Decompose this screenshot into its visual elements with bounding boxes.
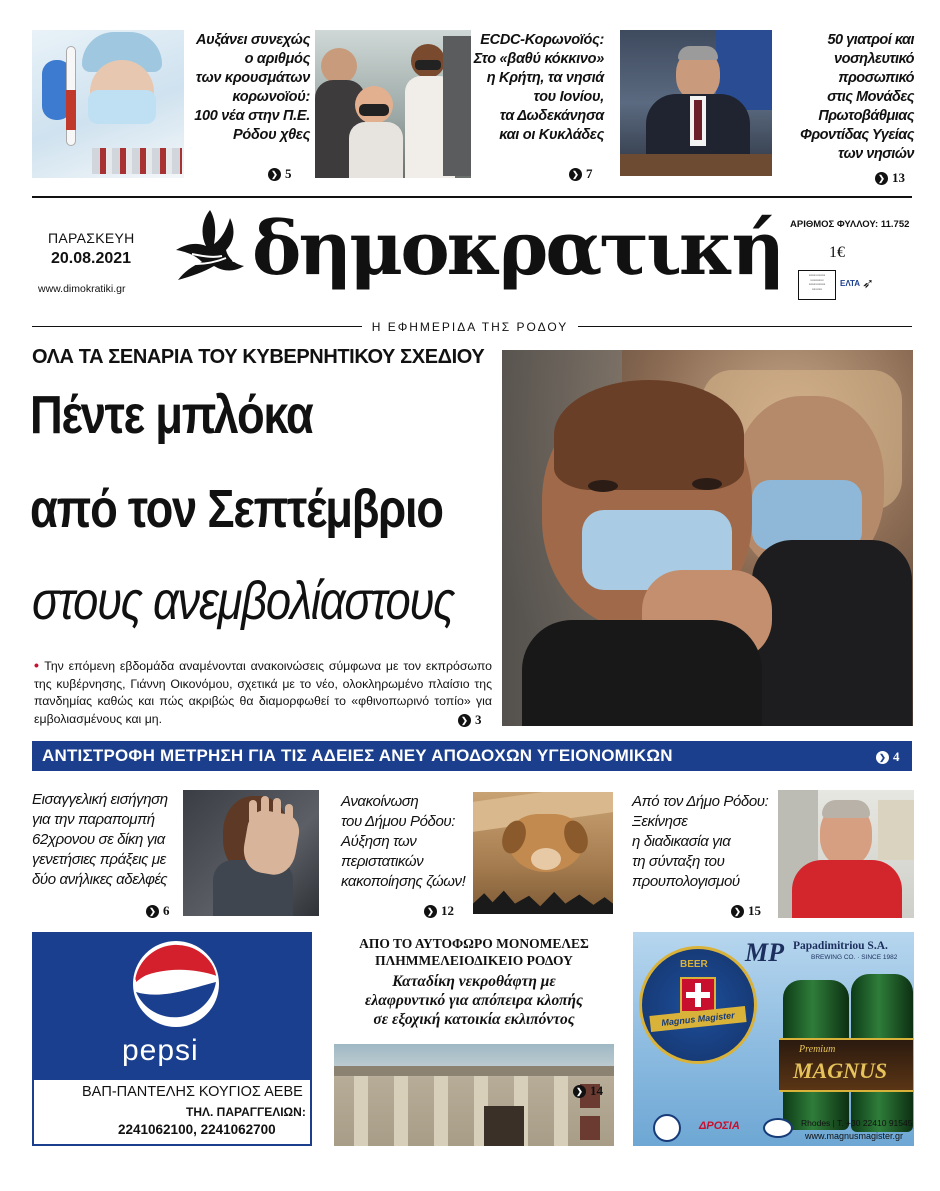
beer-company-sub: BREWING CO. · SINCE 1982 — [811, 954, 898, 961]
main-lead: Την επόμενη εβδομάδα αναμένονται ανακοινώσεις σύμφωνα με τον εκπρόσωπο της κυβέρνησης, Γιάννη Οικονόμου, σχετικά με το νέο, ολοκληρωμένο πλαίσιο της πανδημίας καθώς και πώς ακριβώς θα διαμορφωθεί το «φθινοπωρινό τοπίο» για εμβολιασμένους και μη. — [34, 659, 492, 726]
masthead-date: 20.08.2021 — [51, 250, 132, 267]
arrow-icon: ❯ — [146, 905, 159, 918]
page-number: 15 — [748, 903, 761, 918]
page-number: 6 — [163, 903, 170, 918]
page-reference — [731, 903, 761, 919]
arrow-icon: ❯ — [458, 714, 471, 727]
page-number: 4 — [893, 749, 900, 764]
page-number: 5 — [285, 166, 292, 181]
elta-logo — [840, 275, 874, 292]
page-number: 13 — [892, 170, 905, 185]
pepsi-phones: 2241062100, 2241062700 — [118, 1122, 276, 1137]
badge-top-text: BEER — [680, 959, 708, 970]
page-reference — [268, 166, 292, 182]
mid-photo-mayor — [778, 790, 914, 918]
main-lead-paragraph — [34, 657, 492, 728]
dove-logo-icon — [172, 206, 250, 288]
pepsi-wordmark: pepsi — [122, 1034, 199, 1067]
beer-phone: Rhodes | T. +30 22410 91545 — [801, 1118, 913, 1128]
page-number: 7 — [586, 166, 593, 181]
partner-logo-2 — [763, 1118, 793, 1138]
elta-label: ΕΛΤΑ — [840, 279, 861, 288]
partner-logo-drosia: ΔΡΟΣΙΑ — [699, 1120, 740, 1132]
banner-text: ΑΝΤΙΣΤΡΟΦΗ ΜΕΤΡΗΣΗ ΓΙΑ ΤΙΣ ΑΔΕΙΕΣ ΑΝΕΥ ΑΠΟΔΟΧΩΝ ΥΓΕΙΟΝΟΜΙΚΩΝ — [42, 746, 673, 765]
beer-label-brand: MAGNUS — [793, 1058, 888, 1083]
mid-photo-dog — [473, 792, 613, 914]
arrow-icon: ❯ — [876, 751, 889, 764]
beer-label — [779, 1038, 913, 1092]
main-headline-line-1: Πέντε μπλόκα — [30, 385, 313, 445]
divider — [32, 196, 912, 198]
teaser-photo-official — [620, 30, 772, 176]
beer-label-small: Premium — [799, 1044, 836, 1055]
pepsi-advertisement[interactable] — [32, 932, 312, 1146]
teaser-photo-covid-test — [32, 30, 184, 178]
masthead-subtitle: Η ΕΦΗΜΕΡΙΔΑ ΤΗΣ ΡΟΔΟΥ — [362, 320, 579, 334]
court-story-text: Καταδίκη νεκροθάφτη με ελαφρυντικό για απόπειρα κλοπής σε εξοχική κατοικία εκλιπόντος — [365, 973, 583, 1028]
postal-stamp: ▭▭▭▭▭ ▭▭▭▭ ▭▭▭▭▭ ▭▭▭ — [798, 270, 836, 300]
bullet-icon: • — [34, 657, 45, 673]
mid-story-text: Ανακοίνωση του Δήμου Ρόδου: Αύξηση των περιστατικών κακοποίησης ζώων! — [341, 793, 466, 890]
arrow-icon: ❯ — [424, 905, 437, 918]
main-headline-line-2: από τον Σεπτέμβριο — [30, 479, 443, 539]
issue-number: ΑΡΙΘΜΟΣ ΦΥΛΛΟΥ: 11.752 — [790, 219, 910, 230]
page-reference — [458, 712, 482, 728]
court-story-title: ΑΠΟ ΤΟ ΑΥΤΟΦΩΡΟ ΜΟΝΟΜΕΛΕΣ ΠΛΗΜΜΕΛΕΙΟΔΙΚΕΙΟ ΡΟΔΟΥ — [359, 936, 589, 968]
main-lead-block — [34, 657, 492, 728]
page-number: 3 — [475, 712, 482, 727]
masthead-url: www.dimokratiki.gr — [38, 283, 126, 295]
pepsi-phone-label: ΤΗΛ. ΠΑΡΑΓΓΕΛΙΩΝ: — [186, 1105, 306, 1119]
pepsi-company: ΒΑΠ-ΠΑΝΤΕΛΗΣ ΚΟΥΓΙΟΣ ΑΕΒΕ — [82, 1084, 303, 1100]
page-reference — [573, 1083, 603, 1099]
teaser-text: 50 γιατροί και νοσηλευτικό προσωπικό στις Μονάδες Πρωτοβάθμιας Φροντίδας Υγείας των νησιών — [799, 32, 914, 162]
main-headline-line-3: στους ανεμβολίαστους — [32, 571, 454, 631]
arrow-icon: ❯ — [875, 172, 888, 185]
page-reference — [875, 170, 905, 186]
teaser-text: ECDC-Κορωνοϊός: Στο «βαθύ κόκκινο» η Κρήτη, τα νησιά του Ιονίου, τα Δωδεκάνησα και οι Κυκλάδες — [473, 32, 604, 143]
headline-banner — [32, 741, 912, 771]
masthead-day: ΠΑΡΑΣΚΕΥΗ — [48, 230, 135, 246]
arrow-icon: ❯ — [573, 1085, 586, 1098]
masthead-title: δημοκρατική — [252, 206, 783, 292]
beer-company-logo: MP — [745, 938, 784, 967]
badge-ribbon: Magnus Magister — [649, 1006, 746, 1032]
teaser-text: Αυξάνει συνεχώς ο αριθμός των κρουσμάτων κορωνοϊού: 100 νέα στην Π.Ε. Ρόδου χθες — [194, 32, 310, 143]
pepsi-globe-icon — [132, 940, 220, 1028]
mid-story-text: Εισαγγελική εισήγηση για την παραπομπή 62χρονου σε δίκη για γενετήσιες πράξεις με δύο ανήλικες αδελφές — [32, 791, 168, 888]
arrow-icon: ❯ — [268, 168, 281, 181]
arrow-icon: ❯ — [731, 905, 744, 918]
page-reference — [424, 903, 454, 919]
mid-photo-abuse-victim — [183, 790, 319, 916]
page-number: 12 — [441, 903, 454, 918]
page-reference — [569, 166, 593, 182]
page-number: 14 — [590, 1083, 603, 1098]
price: 1€ — [829, 244, 845, 261]
main-photo-masked-girl — [502, 350, 913, 726]
arrow-icon: ❯ — [569, 168, 582, 181]
elta-bird-icon: ➶ — [862, 275, 874, 291]
teaser-photo-masked-students — [315, 30, 471, 178]
page-reference — [146, 903, 170, 919]
beer-company-name: Papadimitriou S.A. — [793, 940, 888, 952]
masthead-subtitle-wrap — [0, 318, 940, 336]
beer-website: www.magnusmagister.gr — [805, 1131, 904, 1141]
page-reference — [876, 749, 900, 765]
badge-cross-icon — [680, 977, 716, 1013]
court-photo-building — [334, 1044, 614, 1146]
mid-story-text: Από τον Δήμο Ρόδου: Ξεκίνησε η διαδικασία για τη σύνταξη του προυπολογισμού — [632, 793, 769, 890]
main-kicker: ΟΛΑ ΤΑ ΣΕΝΑΡΙΑ ΤΟΥ ΚΥΒΕΡΝΗΤΙΚΟΥ ΣΧΕΔΙΟΥ — [32, 346, 485, 368]
partner-logo-1 — [653, 1114, 681, 1142]
magnus-badge — [639, 946, 757, 1064]
beer-advertisement[interactable] — [633, 932, 914, 1146]
